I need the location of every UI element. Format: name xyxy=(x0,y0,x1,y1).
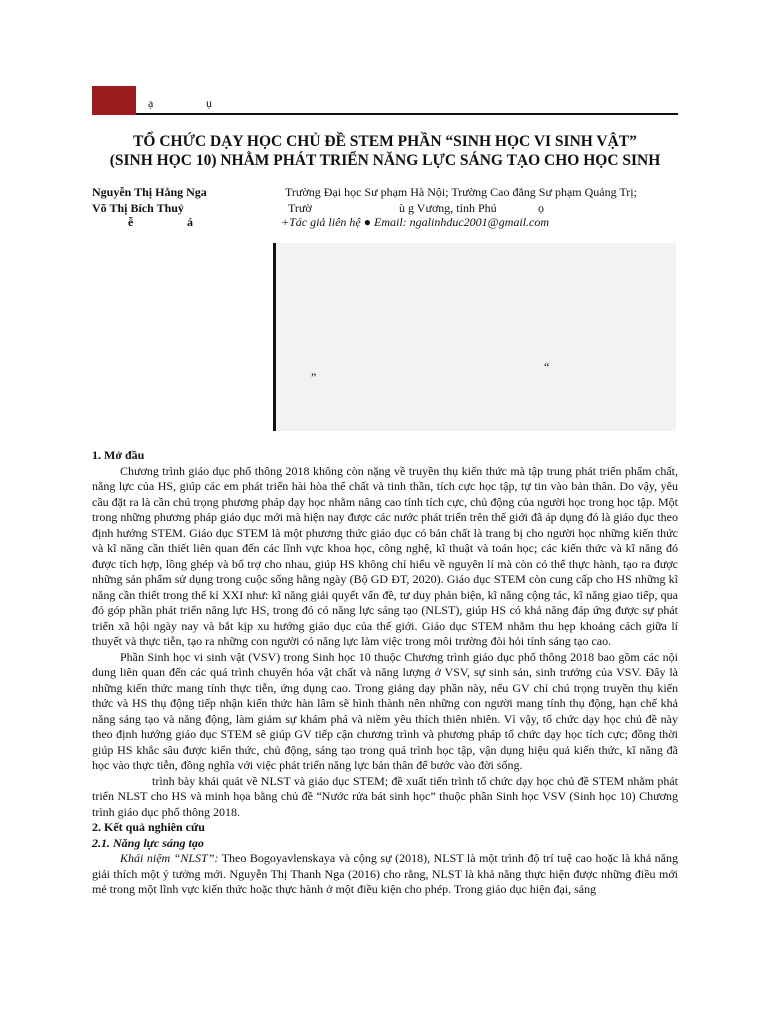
term-definition-label: Khái niệm “NLST”: xyxy=(120,851,219,865)
article-body xyxy=(92,448,678,898)
abstract-box xyxy=(273,243,676,431)
title-line-1: TỔ CHỨC DẠY HỌC CHỦ ĐỀ STEM PHẦN “SINH HỌC VI SINH VẬT” xyxy=(133,133,637,150)
paragraph-3: trình bày khái quát về NLST và giáo dục STEM; đề xuất tiến trình tổ chức dạy học chủ đề STEM nhằm phát triển NLST cho HS và minh họa bằng chủ đề “Nước rửa bát sinh học” thuộc phần Sinh học VSV (Sinh học 10) Chương trình giáo dục phổ thông 2018. xyxy=(92,773,678,819)
affiliation-line-1: Trường Đại học Sư phạm Hà Nội; Trường Cao đẳng Sư phạm Quảng Trị; xyxy=(285,185,637,199)
affiliation-line-2c: ọ xyxy=(538,201,544,215)
article-title xyxy=(92,132,678,170)
paragraph-4-text: Theo Bogoyavlenskaya và cộng sự (2018), NLST là một trình độ trí tuệ cao hoặc là khả năng giải thích một ý tưởng mới. Nguyễn Thị Thanh Nga (2016) cho rằng, NLST là khả năng thực hiện được những điều mới mẻ trong một lĩnh vực kiến thức hoặc thực hành ở một điều kiện cho phép. Trong giáo dục hiện đại, sáng xyxy=(92,851,679,896)
author-name-2: Võ Thị Bích Thuỷ xyxy=(92,201,184,215)
author-name-1: Nguyễn Thị Hằng Nga xyxy=(92,185,207,199)
abstract-quote-open: “ xyxy=(544,360,550,374)
section-heading-introduction: 1. Mở đầu xyxy=(92,448,145,462)
header-text-left: ạ xyxy=(148,96,154,110)
section-heading-results: 2. Kết quả nghiên cứu xyxy=(92,820,205,834)
affiliation-line-2a: Trườ xyxy=(288,201,312,215)
author-fragment-e: ễ xyxy=(128,215,134,229)
header-rule xyxy=(136,113,678,115)
abstract-quote-close: ” xyxy=(311,370,317,384)
title-line-2: (SINH HỌC 10) NHẰM PHÁT TRIỂN NĂNG LỰC SÁNG TẠO CHO HỌC SINH xyxy=(109,152,661,169)
paragraph-1: Chương trình giáo dục phổ thông 2018 không còn nặng về truyền thụ kiến thức mà tập trung phát triển phẩm chất, năng lực của HS, giúp các em phát triển hài hòa thể chất và tinh thần, tích cực học tập, tự tin vào bản thân. Do vậy, yêu cầu đặt ra là cần chú trọng phương pháp dạy học nhằm nâng cao tính tích cực, chủ động của người học trong học tập. Một trong những phương pháp giáo dục mới mà hiện nay được các nước phát triển trên thế giới đã áp dụng đó là giáo dục theo định hướng STEM. Giáo dục STEM là một phương thức giáo dục có bản chất là trang bị cho người học những kiến thức và kĩ năng cần thiết liên quan đến các lĩnh vực khoa học, công nghệ, kĩ thuật và toán học; các kiến thức và kĩ năng đó được tích hợp, lồng ghép và bổ trợ cho nhau, giúp HS không chỉ hiểu về nguyên lí mà còn có thể thực hành, tạo ra được những sản phẩm sử dụng trong cuộc sống hằng ngày (Bộ GD ĐT, 2020). Giáo dục STEM còn cung cấp cho HS những kĩ năng cần thiết trong thế kỉ XXI như: kĩ năng giải quyết vấn đề, tư duy phản biện, kĩ năng cộng tác, kĩ năng giao tiếp, qua đó góp phần phát triển năng lực HS, trong đó có năng lực sáng tạo (NLST), giúp HS có khả năng đáp ứng được sự phát triển xã hội ngày nay và bắt kịp xu hướng giáo dục của thế giới. Giáo dục STEM nhằm thu hẹp khoảng cách giữa lí thuyết và thực tiễn, tạo ra những con người có năng lực làm việc trong môi trường đòi hỏi tính sáng tạo cao. xyxy=(92,463,678,648)
paragraph-2: Phần Sinh học vi sinh vật (VSV) trong Sinh học 10 thuộc Chương trình giáo dục phổ thông 2018 bao gồm các nội dung liên quan đến các quá trình chuyển hóa vật chất và năng lượng ở VSV, sự sinh sản, sinh trưởng của VSV. Đây là những kiến thức mang tính thực tiễn, ứng dụng cao. Trong giảng dạy phần này, nếu GV chỉ chú trọng truyền thụ kiến thức và HS thụ động tiếp nhận kiến thức hàn lâm sẽ hình thành nên những con người mang tính thụ động, hạn chế khả năng sáng tạo và năng động, làm giảm sự khám phá và niềm yêu thích thiên nhiên. Vì vậy, tổ chức dạy học chủ đề này theo định hướng giáo dục STEM sẽ giúp GV tiếp cận chương trình và phương pháp tổ chức dạy học tích cực; đồng thời giúp HS khắc sâu được kiến thức, chủ động, sáng tạo trong quá trình học tập, vận dụng hiệu quả kiến thức, kĩ năng đã học vào thực tiễn, đồng nghĩa với việc phát triển năng lực bản thân để bước vào đời sống. xyxy=(92,649,678,772)
header-text-right: ụ xyxy=(206,96,212,110)
subsection-heading-creativity: 2.1. Năng lực sáng tạo xyxy=(92,835,204,850)
author-fragment-a: á xyxy=(187,215,193,229)
paragraph-4 xyxy=(92,851,678,898)
contact-email: +Tác giả liên hệ ● Email: ngalinhduc2001@gmail.com xyxy=(281,215,550,229)
abstract-left-bar xyxy=(273,243,276,431)
affiliation-line-2b: ù g Vương, tỉnh Phú xyxy=(399,201,497,215)
header-accent-block xyxy=(92,86,136,115)
page-header xyxy=(92,86,678,115)
